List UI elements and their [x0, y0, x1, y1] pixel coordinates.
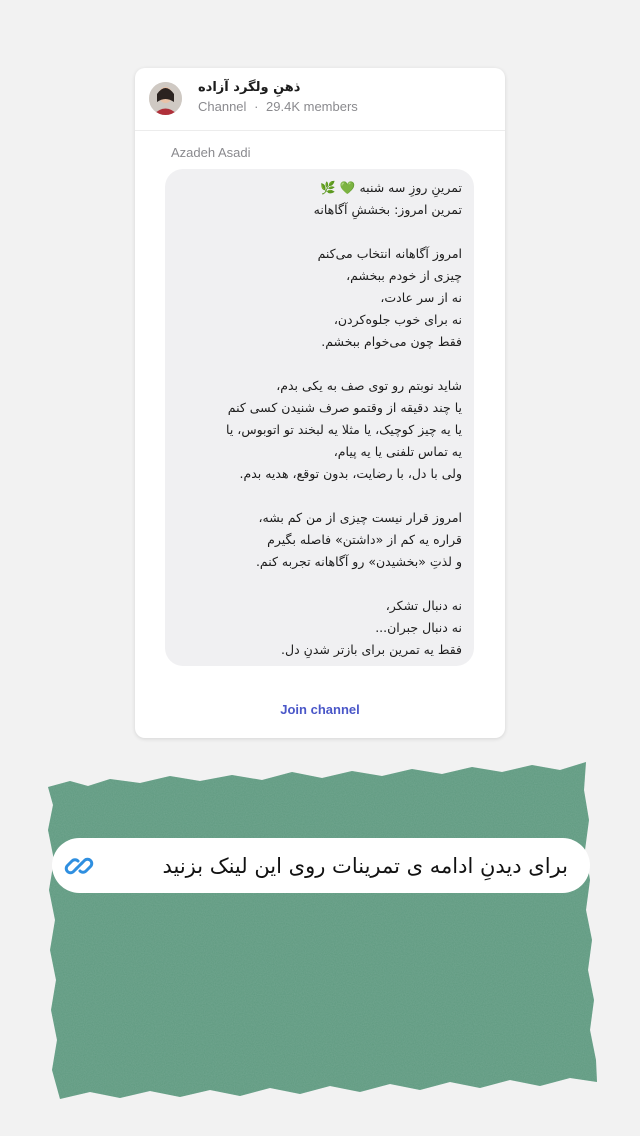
join-channel-button[interactable]: Join channel	[280, 702, 360, 717]
member-count: 29.4K members	[266, 99, 358, 114]
message-line: و لذتِ «بخشیدن» رو آگاهانه تجربه کنم.	[255, 554, 462, 569]
message-line: چیزی از خودم ببخشم،	[346, 268, 462, 283]
link-banner[interactable]	[52, 838, 590, 893]
message-line: فقط یه تمرین برای بازتر شدنِ دل.	[281, 642, 462, 657]
message-line: یا چند دقیقه از وقتمو صرف شنیدن کسی کنم	[227, 400, 462, 415]
message-line: یا یه چیز کوچیک، یا مثلا یه لبخند تو اتوبوس، یا	[226, 422, 462, 437]
link-icon[interactable]	[64, 851, 94, 881]
message-line: امروز قرار نیست چیزی از من کم بشه،	[258, 510, 462, 525]
message-line: شاید نوبتم رو توی صف به یکی بدم،	[276, 378, 462, 393]
message-line: تمرین امروز: بخششِ آگاهانه	[313, 202, 462, 217]
message-line: نه از سر عادت،	[380, 290, 462, 305]
channel-type-label: Channel	[198, 99, 247, 114]
message-line: نه دنبال تشکر،	[385, 598, 462, 613]
message-line: تمرینِ روزِ سه شنبه 💚 🌿	[320, 180, 462, 195]
message-line: نه دنبال جبران...	[375, 620, 462, 635]
message-line: ولی با دل، با رضایت، بدون توقع، هدیه بدم.	[239, 466, 462, 481]
message-line: امروز آگاهانه انتخاب می‌کنم	[317, 246, 462, 261]
message-line: قراره یه کم از «داشتن» فاصله بگیرم	[267, 532, 462, 547]
message-line: فقط چون می‌خوام ببخشم.	[321, 334, 462, 349]
meta-separator: ·	[254, 99, 259, 114]
message-line: نه برای خوب جلوه‌کردن،	[333, 312, 462, 327]
sender-name: Azadeh Asadi	[171, 145, 251, 160]
message-line: یه تماس تلفنی یا یه پیام،	[333, 444, 462, 459]
banner-text[interactable]: برای دیدنِ ادامه ی تمرینات روی این لینک بزنید	[162, 854, 568, 878]
channel-name: ذهنِ ولگرد آزاده	[198, 80, 301, 95]
